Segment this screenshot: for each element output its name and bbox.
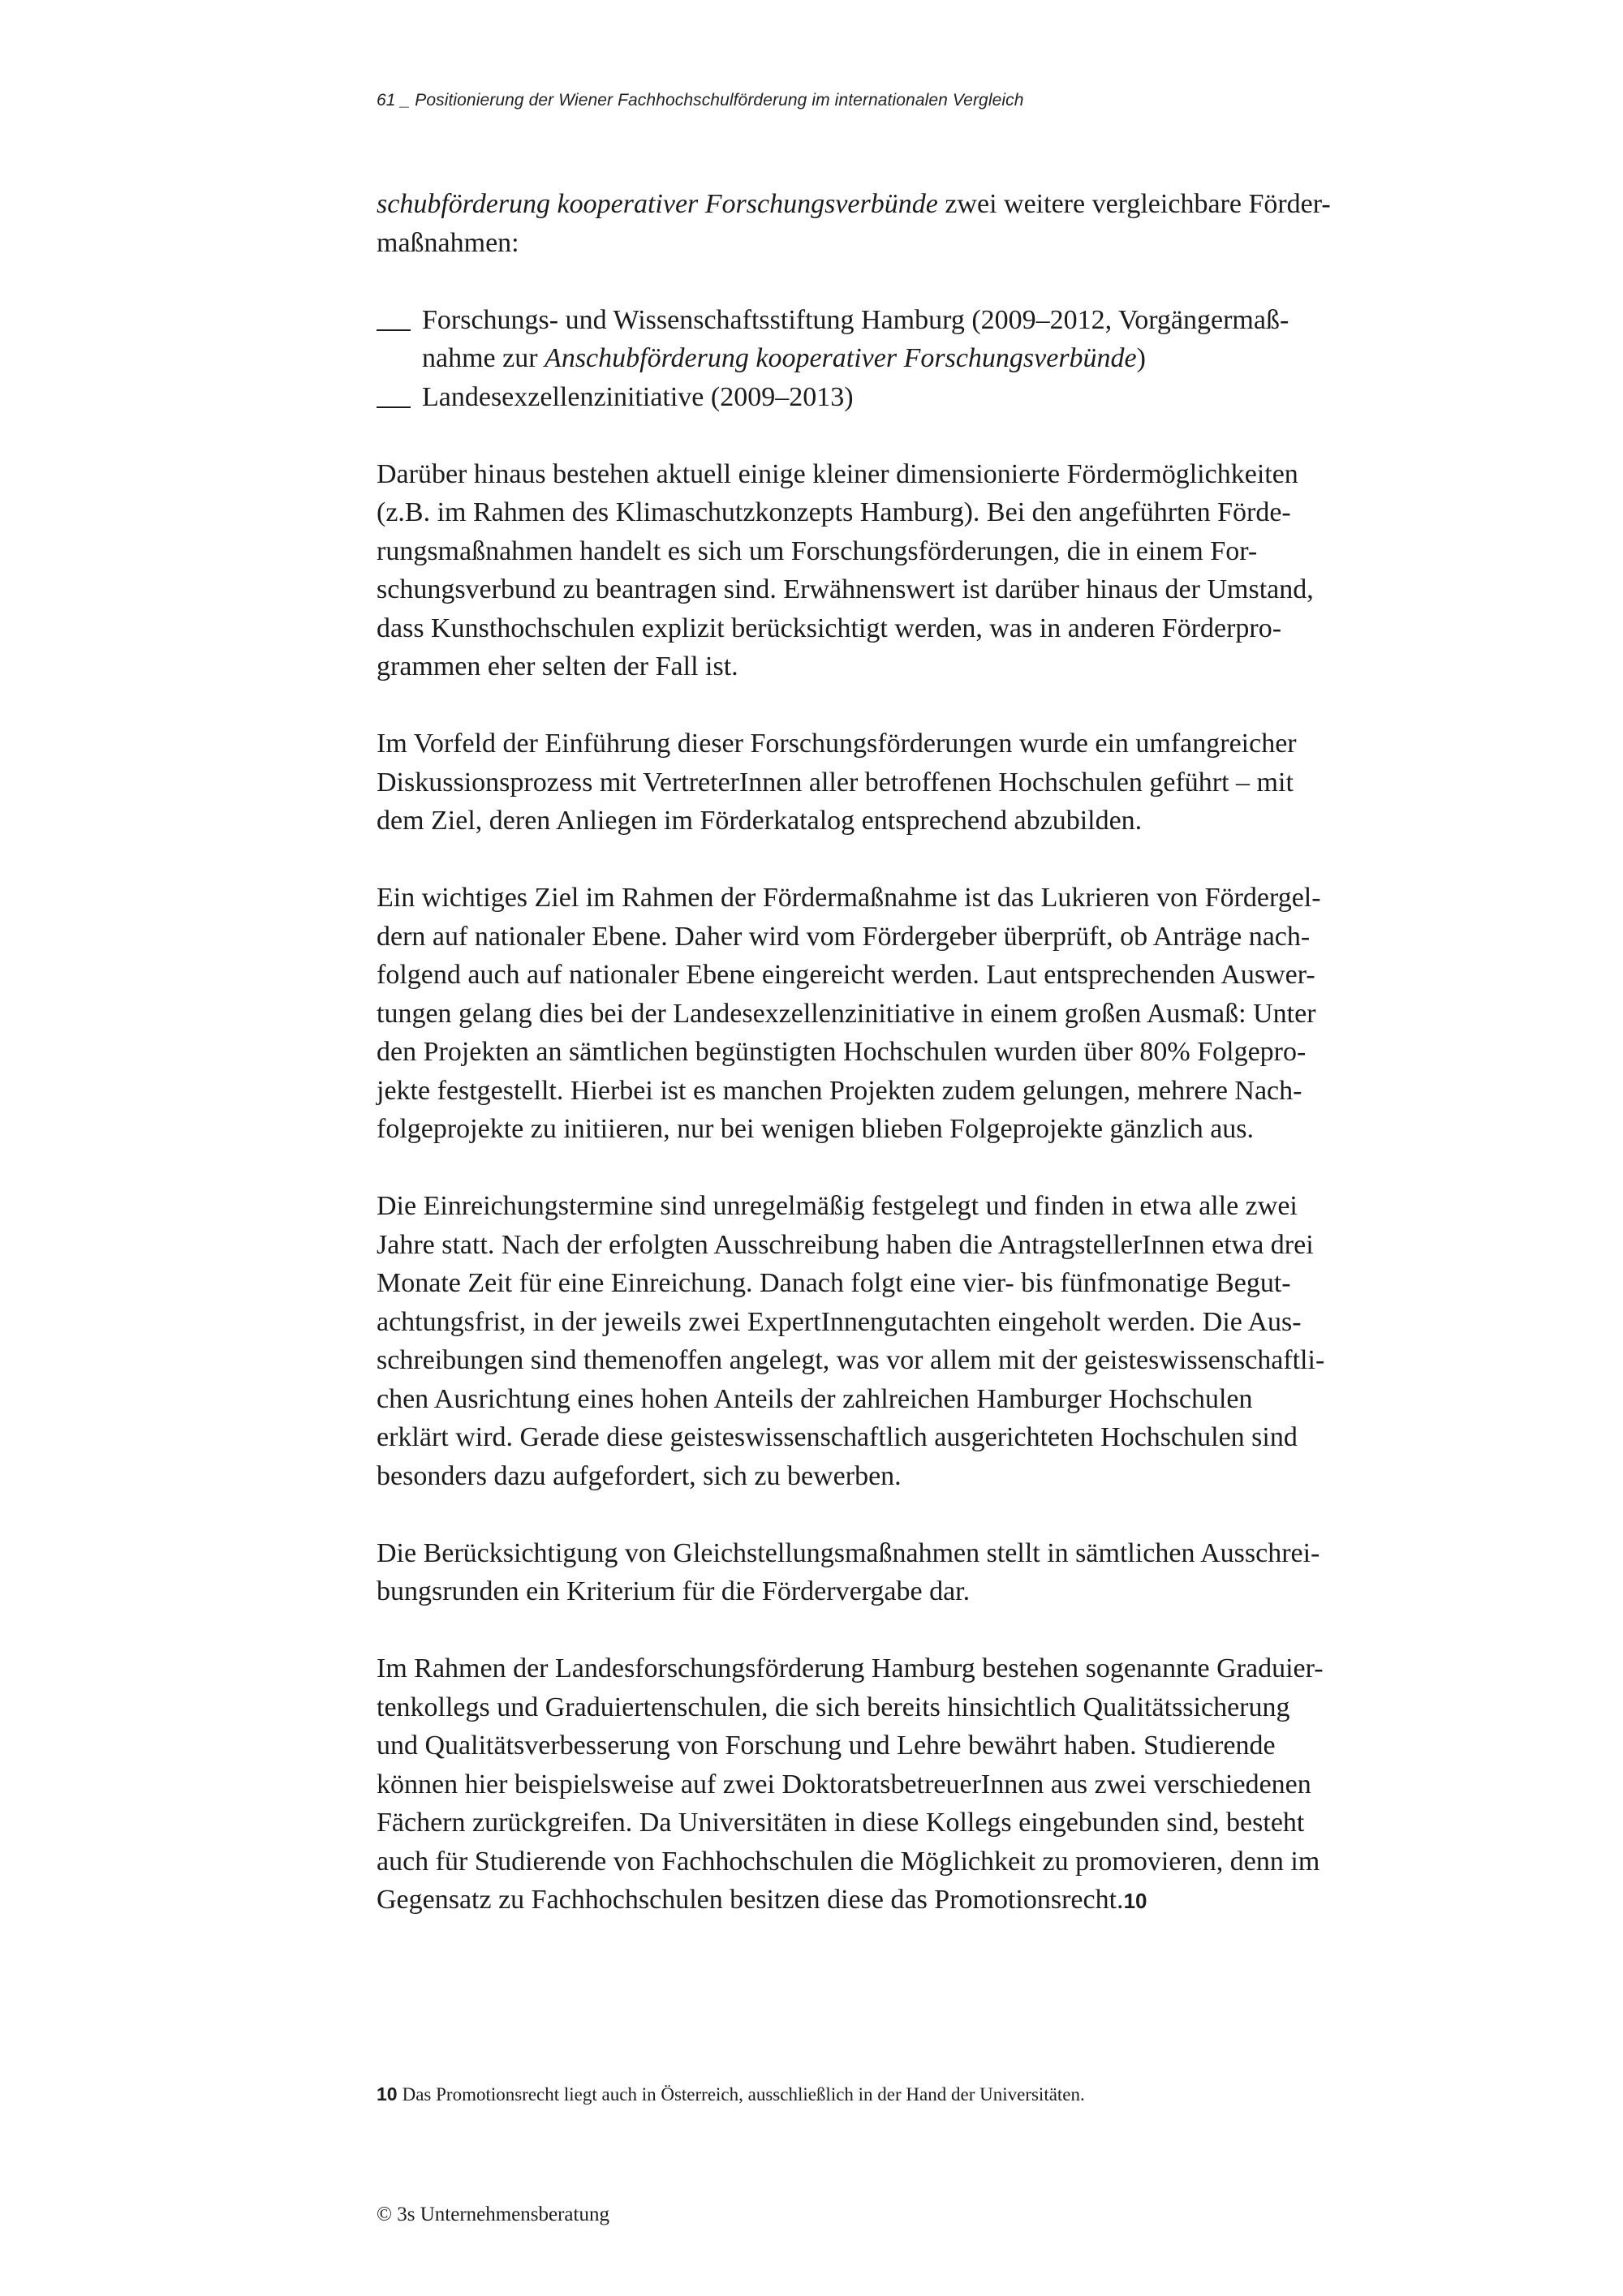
text-line: Monate Zeit für eine Einreichung. Danach folgt eine vier- bis fünfmonatige Begut- [377,1268,1291,1298]
text-line: Die Berücksichtigung von Gleichstellungsmaßnahmen stellt in sämtlichen Ausschrei- [377,1537,1320,1568]
paragraph-3 [377,879,1464,1149]
text-line: dass Kunsthochschulen explizit berücksichtigt werden, was in anderen Förderpro- [377,613,1282,643]
paragraph-1 [377,455,1464,686]
text-line: chen Ausrichtung eines hohen Anteils der zahlreichen Hamburger Hochschulen [377,1383,1253,1414]
text-line: (z.B. im Rahmen des Klimaschutzkonzepts Hamburg). Bei den angeführten Förde- [377,497,1291,527]
bullet-item-1 [377,301,1464,340]
text-line: bungsrunden ein Kriterium für die Fördervergabe dar. [377,1576,971,1606]
text-line: Jahre statt. Nach der erfolgten Ausschreibung haben die AntragstellerInnen etwa drei [377,1229,1314,1260]
paragraph-gap [377,416,1464,455]
text-line: können hier beispielsweise auf zwei DoktoratsbetreuerInnen aus zwei verschiedenen [377,1769,1311,1799]
footnote-number: 10 [377,2083,398,2105]
intro-line-1-rest: zwei weitere vergleichbare Förder- [937,189,1331,219]
running-header: 61 _ Positionierung der Wiener Fachhochschulförderung im internationalen Vergleich [377,91,1024,110]
text-line: schreibungen sind themenoffen angelegt, was vor allem mit der geisteswissenschaftli- [377,1345,1325,1375]
text-line: rungsmaßnahmen handelt es sich um Forschungsförderungen, die in einem For- [377,535,1258,566]
copyright-footer: © 3s Unternehmensberatung [377,2204,609,2225]
text-line: grammen eher selten der Fall ist. [377,651,738,681]
text-line: Im Rahmen der Landesforschungsförderung Hamburg bestehen sogenannte Graduier- [377,1653,1324,1683]
text-line: dem Ziel, deren Anliegen im Förderkatalog entsprechend abzubilden. [377,806,1143,836]
bullet-item-1-cont [377,339,1464,378]
text-line: Ein wichtiges Ziel im Rahmen der Fördermaßnahme ist das Lukrieren von Fördergel- [377,883,1321,913]
text-line: erklärt wird. Gerade diese geisteswissenschaftlich ausgerichteten Hochschulen sind [377,1422,1298,1452]
text-line: folgend auch auf nationaler Ebene eingereicht werden. Laut entsprechenden Auswer- [377,960,1315,990]
dash-bullet-icon [377,329,411,331]
text-line: Darüber hinaus bestehen aktuell einige kleiner dimensionierte Fördermöglichkeiten [377,458,1298,489]
bullet-item-1-line-2-post: ) [1136,343,1146,373]
intro-italic-term: schubförderung kooperativer Forschungsverbünde [377,189,938,219]
text-line: dern auf nationaler Ebene. Daher wird vom Fördergeber überprüft, ob Anträge nach- [377,921,1311,952]
bullet-item-1-italic-term: Anschubförderung kooperativer Forschungsverbünde [545,343,1137,373]
footnote [377,2083,1085,2105]
text-line-last-content: Gegensatz zu Fachhochschulen besitzen diese das Promotionsrecht. [377,1885,1124,1915]
paragraph-gap [377,686,1464,725]
text-line: und Qualitätsverbesserung von Forschung und Lehre bewährt haben. Studierende [377,1731,1276,1761]
paragraph-6 [377,1649,1464,1921]
text-line: folgeprojekte zu initiieren, nur bei wenigen blieben Folgeprojekte gänzlich aus. [377,1114,1255,1144]
paragraph-gap [377,841,1464,879]
text-line: Diskussionsprozess mit VertreterInnen aller betroffenen Hochschulen geführt – mit [377,767,1294,798]
text-line: tungen gelang dies bei der Landesexzellenzinitiative in einem großen Ausmaß: Unter [377,998,1316,1029]
paragraph-2 [377,724,1464,841]
paragraph-gap [377,1149,1464,1188]
text-line: den Projekten an sämtlichen begünstigten Hochschulen wurden über 80% Folgepro- [377,1037,1307,1067]
paragraph-gap [377,262,1464,301]
bullet-item-1-line-1: Forschungs- und Wissenschaftsstiftung Hamburg (2009–2012, Vorgängermaß- [422,304,1289,335]
text-line: auch für Studierende von Fachhochschulen die Möglichkeit zu promovieren, denn im [377,1846,1320,1877]
main-text [377,185,1464,1921]
text-line: besonders dazu aufgefordert, sich zu bewerben. [377,1460,902,1491]
paragraph-gap [377,1495,1464,1534]
text-line: Die Einreichungstermine sind unregelmäßig festgelegt und finden in etwa alle zwei [377,1191,1298,1221]
intro-line-1 [377,185,1464,224]
bullet-list [377,301,1464,417]
text-line: schungsverbund zu beantragen sind. Erwähnenswert ist darüber hinaus der Umstand, [377,574,1314,604]
paragraph-gap [377,1611,1464,1650]
paragraph-5 [377,1534,1464,1611]
intro-line-2: maßnahmen: [377,227,519,258]
text-line: achtungsfrist, in der jeweils zwei ExpertInnengutachten eingeholt werden. Die Aus- [377,1306,1302,1337]
bullet-item-1-line-2-pre: nahme zur [422,343,545,373]
text-line: jekte festgestellt. Hierbei ist es manchen Projekten zudem gelungen, mehrere Nach- [377,1075,1302,1106]
bullet-item-2 [377,378,1464,417]
bullet-item-2-line-1: Landesexzellenzinitiative (2009–2013) [422,381,854,412]
footnote-text: Das Promotionsrecht liegt auch in Österreich, ausschließlich in der Hand der Universitäten. [402,2084,1085,2105]
text-line: Fächern zurückgreifen. Da Universitäten in diese Kollegs eingebunden sind, besteht [377,1808,1305,1838]
footnote-reference[interactable]: 10 [1123,1889,1147,1913]
text-line: tenkollegs und Graduiertenschulen, die sich bereits hinsichtlich Qualitätssicherung [377,1692,1290,1722]
text-line: Im Vorfeld der Einführung dieser Forschungsförderungen wurde ein umfangreicher [377,729,1297,759]
dash-bullet-icon [377,406,411,408]
text-line-last [377,1881,1464,1921]
paragraph-4 [377,1187,1464,1495]
